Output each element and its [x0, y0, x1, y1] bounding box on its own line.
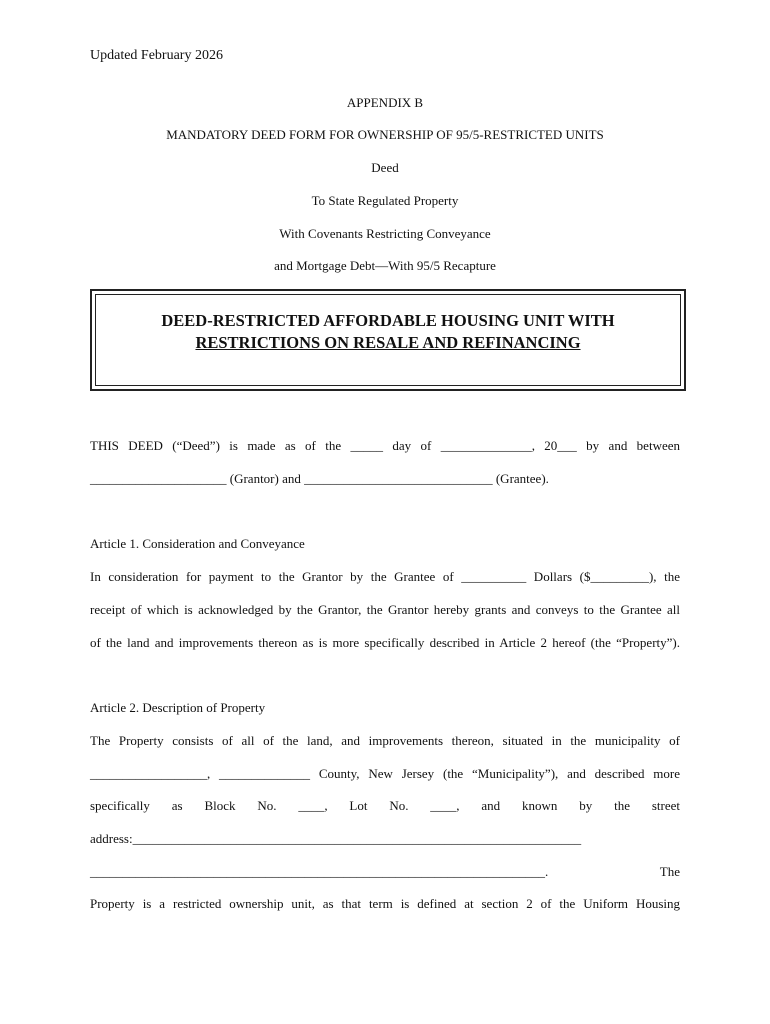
article-1-line-1: In consideration for payment to the Grantor by the Grantee of __________ Dollars ($_________), the: [90, 569, 680, 584]
article-1-heading: Article 1. Consideration and Conveyance: [90, 536, 305, 551]
intro-line-2: _____________________ (Grantor) and _____________________________ (Grantee).: [90, 471, 549, 486]
boxed-title-line-1: DEED-RESTRICTED AFFORDABLE HOUSING UNIT WITH: [161, 311, 615, 330]
article-2-line-6: Property is a restricted ownership unit, as that term is defined at section 2 of the Uniform Housing: [90, 896, 680, 911]
deed-description-line-2: With Covenants Restricting Conveyance: [279, 226, 491, 241]
deed-label: Deed: [371, 160, 399, 175]
article-2-line-5: ______________________________________________________________________. The: [90, 864, 680, 879]
updated-date: Updated February 2026: [90, 48, 223, 63]
article-2-heading: Article 2. Description of Property: [90, 700, 266, 715]
article-2-line-4: address:_____________________________________________________________________: [90, 831, 582, 846]
deed-description-line-3: and Mortgage Debt—With 95/5 Recapture: [274, 258, 496, 273]
article-1-line-3: of the land and improvements thereon as is more specifically described in Article 2 hereof (the “Property”).: [90, 635, 680, 650]
article-1-line-2: receipt of which is acknowledged by the Grantor, the Grantor hereby grants and conveys to the Grantee all: [90, 602, 680, 617]
boxed-title: [90, 289, 686, 391]
boxed-title-line-2: RESTRICTIONS ON RESALE AND REFINANCING: [195, 333, 581, 352]
boxed-title-inner-border: [95, 294, 681, 386]
deed-description-line-1: To State Regulated Property: [311, 193, 459, 208]
article-2-line-2: __________________, ______________ County, New Jersey (the “Municipality”), and described more: [90, 766, 680, 781]
article-2-line-1: The Property consists of all of the land, and improvements thereon, situated in the municipality of: [90, 733, 680, 748]
appendix-label: APPENDIX B: [346, 95, 424, 110]
intro-line-1: THIS DEED (“Deed”) is made as of the _____ day of ______________, 20___ by and between: [90, 438, 680, 453]
article-2-line-3: specifically as Block No. ____, Lot No. ____, and known by the street: [90, 798, 680, 813]
form-subtitle: MANDATORY DEED FORM FOR OWNERSHIP OF 95/5-RESTRICTED UNITS: [166, 127, 604, 142]
